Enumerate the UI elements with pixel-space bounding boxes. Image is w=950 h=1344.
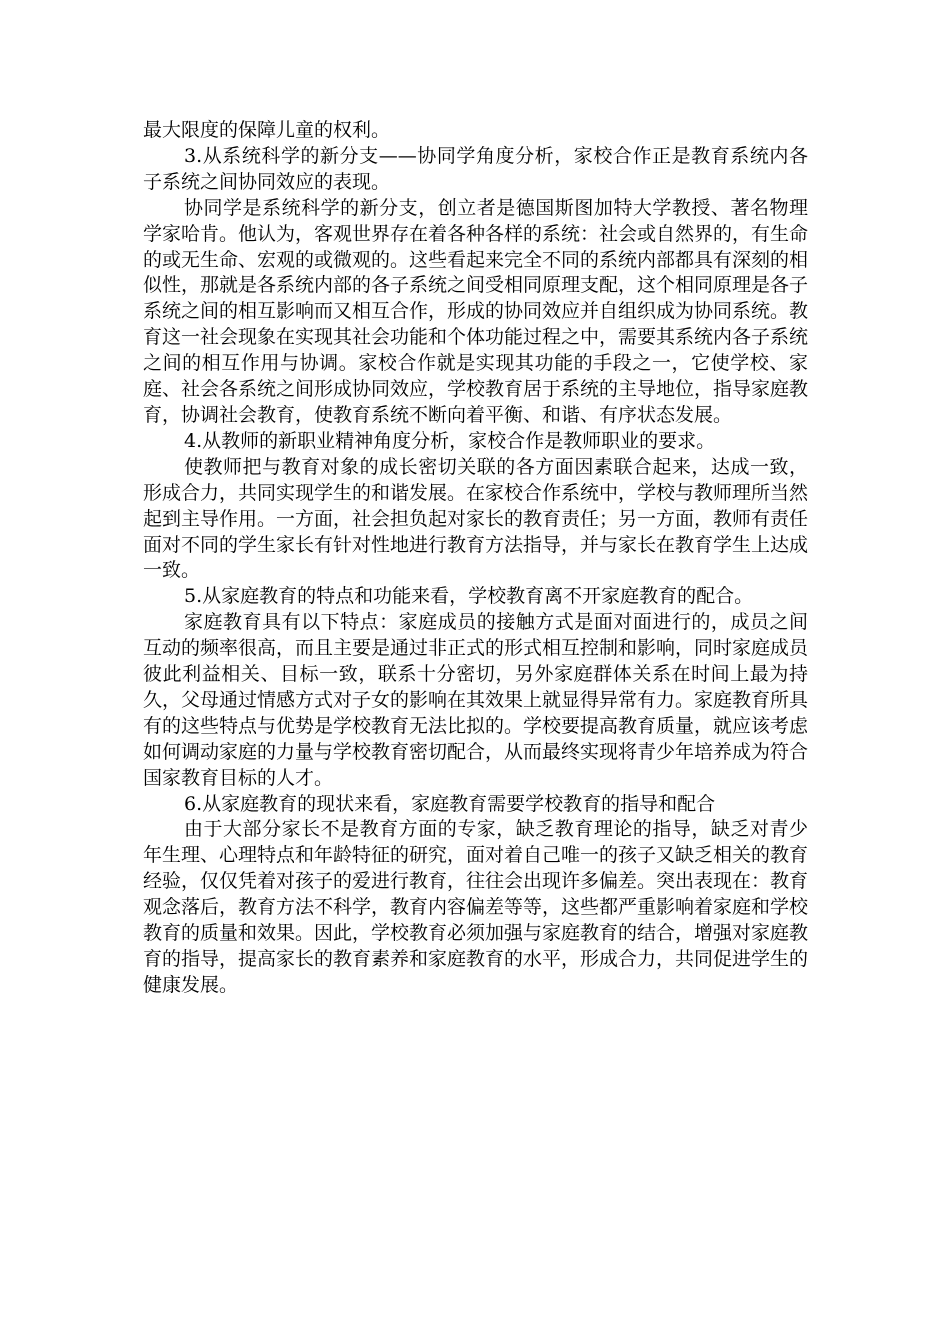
paragraph-family-status: 由于大部分家长不是教育方面的专家，缺乏教育理论的指导，缺乏对青少年生理、心理特点和年龄特征的研究，面对着自己唯一的孩子又缺乏相关的教育经验，仅仅凭着对孩子的爱进行教育，往往会出现许多偏差。突出表现在：教育观念落后，教育方法不科学，教育内容偏差等等，这些都严重影响着家庭和学校教育的质量和效果。因此，学校教育必须加强与家庭教育的结合，增强对家庭教育的指导，提高家长的教育素养和家庭教育的水平，形成合力，共同促进学生的健康发展。 — [143, 818, 809, 996]
section-heading-3: 3.从系统科学的新分支——协同学角度分析，家校合作正是教育系统内各子系统之间协同效应的表现。 — [143, 144, 808, 193]
paragraph-1: 最大限度的保障儿童的权利。 — [143, 119, 391, 141]
paragraph-family-features: 家庭教育具有以下特点：家庭成员的接触方式是面对面进行的，成员之间互动的频率很高，而且主要是通过非正式的形式相互控制和影响，同时家庭成员彼此利益相关、目标一致，联系十分密切，另外家庭群体关系在时间上最为持久，父母通过情感方式对子女的影响在其效果上就显得异常有力。家庭教育所具有的这些特点与优势是学校教育无法比拟的。学校要提高教育质量，就应该考虑如何调动家庭的力量与学校教育密切配合，从而最终实现将青少年培养成为符合国家教育目标的人才。 — [143, 611, 809, 789]
section-heading-6: 6.从家庭教育的现状来看，家庭教育需要学校教育的指导和配合 — [184, 792, 716, 815]
section-heading-5: 5.从家庭教育的特点和功能来看，学校教育离不开家庭教育的配合。 — [184, 585, 754, 608]
paragraph-teacher-role: 使教师把与教育对象的成长密切关联的各方面因素联合起来，达成一致，形成合力，共同实现学生的和谐发展。在家校合作系统中，学校与教师理所当然起到主导作用。一方面，社会担负起对家长的教育责任；另一方面，教师有责任面对不同的学生家长有针对性地进行教育方法指导，并与家长在教育学生上达成一致。 — [143, 455, 809, 582]
section-heading-4: 4.从教师的新职业精神角度分析，家校合作是教师职业的要求。 — [184, 429, 716, 452]
document-body — [143, 118, 808, 999]
paragraph-synergetics: 协同学是系统科学的新分支，创立者是德国斯图加特大学教授、著名物理学家哈肯。他认为，客观世界存在着各种各样的系统：社会或自然界的，有生命的或无生命、宏观的或微观的。这些看起来完全不同的系统内部都具有深刻的相似性，那就是各系统内部的各子系统之间受相同原理支配，这个相同原理是各子系统之间的相互影响而又相互合作，形成的协同效应并自组织成为协同系统。教育这一社会现象在实现其社会功能和个体功能过程之中，需要其系统内各子系统之间的相互作用与协调。家校合作就是实现其功能的手段之一，它使学校、家庭、社会各系统之间形成协同效应，学校教育居于系统的主导地位，指导家庭教育，协调社会教育，使教育系统不断向着平衡、和谐、有序状态发展。 — [143, 196, 809, 426]
